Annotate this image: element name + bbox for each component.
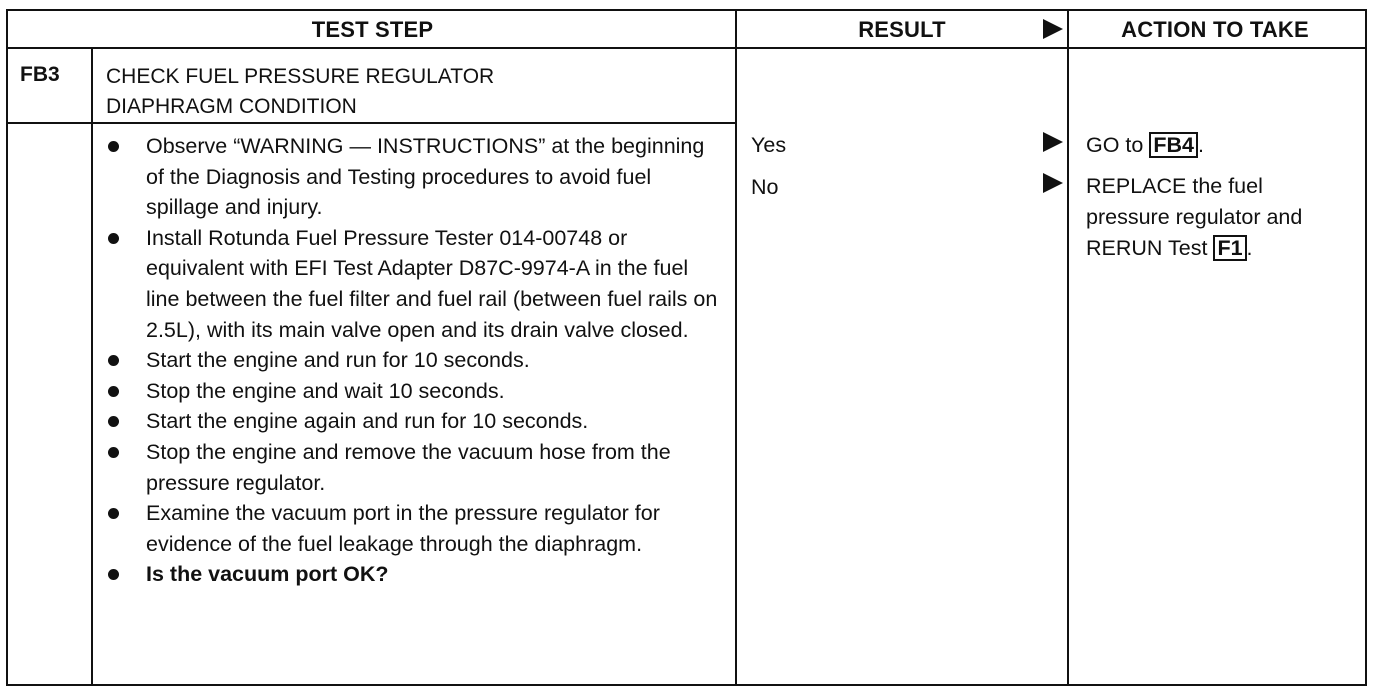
list-item-text: Observe “WARNING — INSTRUCTIONS” at the beginning of the Diagnosis and Testing procedures to avoid fuel spillage and injury. xyxy=(146,134,705,220)
col-divider-result-action xyxy=(1067,11,1069,686)
table-bottom-line xyxy=(8,684,1365,686)
list-item xyxy=(100,406,720,437)
bullet-icon xyxy=(108,447,119,458)
step-ref-fb4: FB4 xyxy=(1149,132,1198,158)
action-no-suffix: . xyxy=(1246,236,1253,260)
list-item-text: Stop the engine and wait 10 seconds. xyxy=(146,378,505,403)
title-divider xyxy=(8,122,735,124)
procedure-table xyxy=(6,9,1367,686)
header-result: RESULT xyxy=(858,16,946,42)
bullet-icon xyxy=(108,569,119,580)
action-yes-suffix: . xyxy=(1197,133,1204,157)
test-instructions-list xyxy=(100,131,720,590)
list-item-text: Start the engine again and run for 10 seconds. xyxy=(146,409,589,434)
list-item-text: Is the vacuum port OK? xyxy=(146,562,389,587)
action-yes xyxy=(1086,130,1364,161)
bullet-icon xyxy=(108,416,119,427)
header-divider xyxy=(8,47,1365,49)
result-no-arrow-icon xyxy=(1043,173,1063,193)
list-item-text: Start the engine and run for 10 seconds. xyxy=(146,348,530,373)
bullet-icon xyxy=(108,386,119,397)
result-no: No xyxy=(751,175,779,199)
action-no xyxy=(1086,171,1364,264)
bullet-icon xyxy=(108,233,119,244)
list-item xyxy=(100,223,720,345)
list-item xyxy=(100,345,720,376)
bullet-icon xyxy=(108,508,119,519)
result-yes: Yes xyxy=(751,133,787,157)
col-divider-id-title xyxy=(91,47,93,686)
list-item xyxy=(100,437,720,498)
list-item xyxy=(100,131,720,223)
bullet-icon xyxy=(108,355,119,366)
list-item-question xyxy=(100,559,720,590)
list-item xyxy=(100,498,720,559)
step-ref-f1: F1 xyxy=(1213,235,1246,261)
header-arrow-icon xyxy=(1043,19,1063,39)
action-no-prefix: RERUN Test xyxy=(1086,236,1214,260)
header-test-step: TEST STEP xyxy=(311,16,434,42)
list-item-text: Stop the engine and remove the vacuum hose from the pressure regulator. xyxy=(146,439,671,495)
col-divider-step-result xyxy=(735,11,737,686)
step-title xyxy=(106,62,494,122)
header-action-to-take: ACTION TO TAKE xyxy=(1121,16,1309,42)
bullet-icon xyxy=(108,141,119,152)
action-no-line1: REPLACE the fuel xyxy=(1086,174,1263,198)
action-no-line3 xyxy=(1086,233,1364,264)
step-id: FB3 xyxy=(20,63,60,86)
action-yes-prefix: GO to xyxy=(1086,133,1150,157)
step-title-line1: CHECK FUEL PRESSURE REGULATOR xyxy=(106,65,495,88)
list-item-text: Install Rotunda Fuel Pressure Tester 014-00748 or equivalent with EFI Test Adapter D87C-9974-A in the fuel line between the fuel filter and fuel rail (between fuel rails on 2.5L), with its main valve open and its drain valve closed. xyxy=(146,225,718,342)
list-item xyxy=(100,376,720,407)
step-title-line2: DIAPHRAGM CONDITION xyxy=(106,95,357,118)
action-no-line2: pressure regulator and xyxy=(1086,205,1303,229)
result-yes-arrow-icon xyxy=(1043,132,1063,152)
list-item-text: Examine the vacuum port in the pressure regulator for evidence of the fuel leakage through the diaphragm. xyxy=(146,501,660,556)
